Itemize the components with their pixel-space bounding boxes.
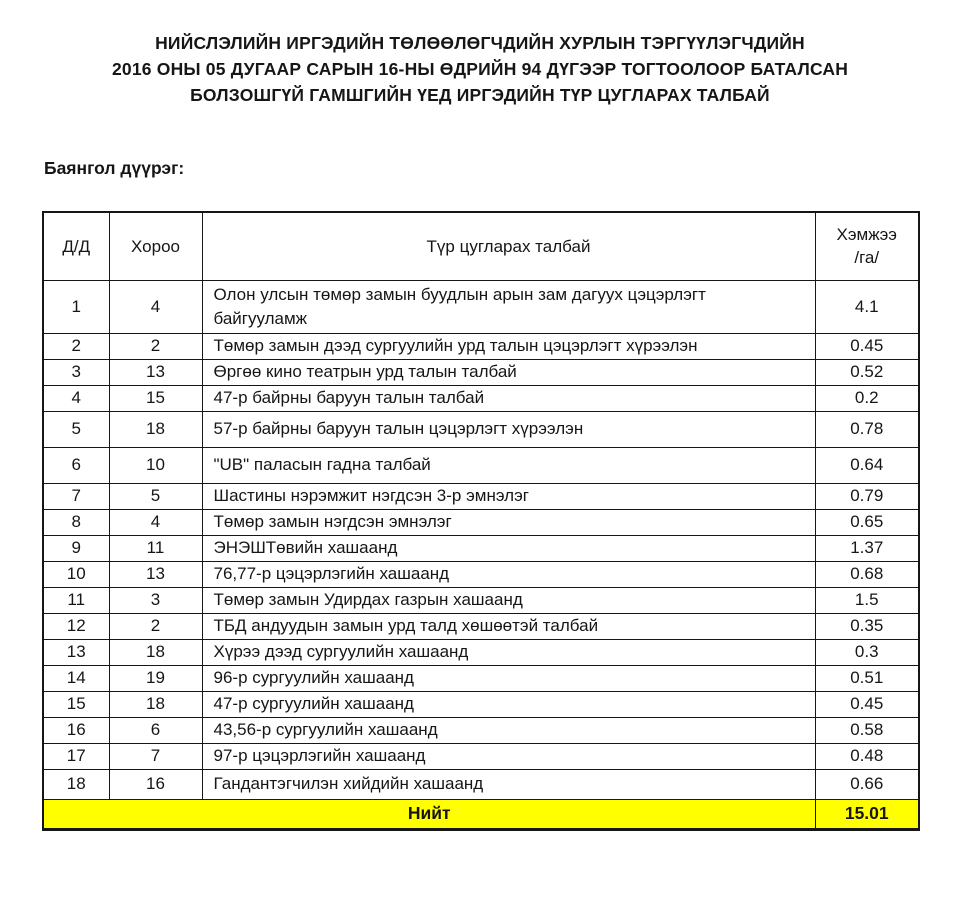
khoroo-cell: 6 — [109, 717, 202, 743]
khoroo-cell: 15 — [109, 385, 202, 411]
row-number-cell: 13 — [43, 639, 109, 665]
table-body — [43, 280, 919, 799]
site-name-cell: Төмөр замын Удирдах газрын хашаанд — [202, 587, 815, 613]
area-value-cell: 0.35 — [815, 613, 919, 639]
site-name-cell: 47-р байрны баруун талын талбай — [202, 385, 815, 411]
table-row — [43, 613, 919, 639]
site-name-cell: "UB" паласын гадна талбай — [202, 447, 815, 483]
site-name-cell: 96-р сургуулийн хашаанд — [202, 665, 815, 691]
khoroo-cell: 10 — [109, 447, 202, 483]
table-row — [43, 447, 919, 483]
site-name-cell: ТБД андуудын замын урд талд хөшөөтэй талбай — [202, 613, 815, 639]
area-value-cell: 0.58 — [815, 717, 919, 743]
document-title — [50, 30, 910, 108]
row-number-cell: 7 — [43, 483, 109, 509]
khoroo-cell: 18 — [109, 411, 202, 447]
area-value-cell: 0.65 — [815, 509, 919, 535]
district-label: Баянгол дүүрэг: — [44, 158, 185, 178]
table-row — [43, 483, 919, 509]
site-name-cell: Өргөө кино театрын урд талын талбай — [202, 359, 815, 385]
row-number-cell: 10 — [43, 561, 109, 587]
row-number-cell: 3 — [43, 359, 109, 385]
row-number-cell: 2 — [43, 333, 109, 359]
assembly-areas-table — [42, 211, 920, 831]
table-row — [43, 509, 919, 535]
site-name-cell: Шастины нэрэмжит нэгдсэн 3-р эмнэлэг — [202, 483, 815, 509]
table-row — [43, 639, 919, 665]
area-value-cell: 0.66 — [815, 769, 919, 799]
header-site: Түр цугларах талбай — [202, 212, 815, 280]
header-khoroo: Хороо — [109, 212, 202, 280]
table-row — [43, 333, 919, 359]
area-value-cell: 4.1 — [815, 280, 919, 333]
table-row — [43, 717, 919, 743]
site-name-cell: 97-р цэцэрлэгийн хашаанд — [202, 743, 815, 769]
area-value-cell: 0.51 — [815, 665, 919, 691]
table-row — [43, 359, 919, 385]
khoroo-cell: 16 — [109, 769, 202, 799]
total-value: 15.01 — [815, 799, 919, 829]
site-name-cell: 43,56-р сургуулийн хашаанд — [202, 717, 815, 743]
title-line-1: НИЙСЛЭЛИЙН ИРГЭДИЙН ТӨЛӨӨЛӨГЧДИЙН ХУРЛЫН ТЭРГҮҮЛЭГЧДИЙН — [155, 33, 805, 53]
row-number-cell: 6 — [43, 447, 109, 483]
area-value-cell: 1.5 — [815, 587, 919, 613]
site-name-cell: Гандантэгчилэн хийдийн хашаанд — [202, 769, 815, 799]
table-row — [43, 280, 919, 333]
site-name-cell: Олон улсын төмөр замын буудлын арын зам дагуух цэцэрлэгт байгууламж — [202, 280, 815, 333]
total-label: Нийт — [43, 799, 815, 829]
header-area-label: Хэмжээ — [836, 225, 897, 245]
total-row — [43, 799, 919, 829]
row-number-cell: 15 — [43, 691, 109, 717]
row-number-cell: 9 — [43, 535, 109, 561]
khoroo-cell: 5 — [109, 483, 202, 509]
table-header-row — [43, 212, 919, 280]
area-value-cell: 0.52 — [815, 359, 919, 385]
row-number-cell: 8 — [43, 509, 109, 535]
area-value-cell: 0.78 — [815, 411, 919, 447]
site-name-cell: 57-р байрны баруун талын цэцэрлэгт хүрээлэн — [202, 411, 815, 447]
row-number-cell: 1 — [43, 280, 109, 333]
table-row — [43, 535, 919, 561]
table-row — [43, 411, 919, 447]
khoroo-cell: 2 — [109, 333, 202, 359]
area-value-cell: 0.68 — [815, 561, 919, 587]
area-value-cell: 0.3 — [815, 639, 919, 665]
table-row — [43, 561, 919, 587]
khoroo-cell: 18 — [109, 639, 202, 665]
khoroo-cell: 13 — [109, 561, 202, 587]
row-number-cell: 17 — [43, 743, 109, 769]
area-value-cell: 0.79 — [815, 483, 919, 509]
site-name-cell: 76,77-р цэцэрлэгийн хашаанд — [202, 561, 815, 587]
khoroo-cell: 3 — [109, 587, 202, 613]
table-row — [43, 587, 919, 613]
row-number-cell: 5 — [43, 411, 109, 447]
site-name-cell: Хүрээ дээд сургуулийн хашаанд — [202, 639, 815, 665]
row-number-cell: 16 — [43, 717, 109, 743]
area-value-cell: 1.37 — [815, 535, 919, 561]
title-line-3: БОЛЗОШГҮЙ ГАМШГИЙН ҮЕД ИРГЭДИЙН ТҮР ЦУГЛАРАХ ТАЛБАЙ — [190, 85, 770, 105]
khoroo-cell: 18 — [109, 691, 202, 717]
khoroo-cell: 19 — [109, 665, 202, 691]
row-number-cell: 14 — [43, 665, 109, 691]
area-value-cell: 0.48 — [815, 743, 919, 769]
khoroo-cell: 13 — [109, 359, 202, 385]
row-number-cell: 18 — [43, 769, 109, 799]
area-value-cell: 0.2 — [815, 385, 919, 411]
row-number-cell: 4 — [43, 385, 109, 411]
title-line-2: 2016 ОНЫ 05 ДУГААР САРЫН 16-НЫ ӨДРИЙН 94 ДҮГЭЭР ТОГТООЛООР БАТАЛСАН — [111, 59, 849, 79]
khoroo-cell: 4 — [109, 280, 202, 333]
area-value-cell: 0.45 — [815, 333, 919, 359]
site-name-cell: ЭНЭШТөвийн хашаанд — [202, 535, 815, 561]
area-value-cell: 0.45 — [815, 691, 919, 717]
table-row — [43, 385, 919, 411]
table-row — [43, 665, 919, 691]
site-name-cell: 47-р сургуулийн хашаанд — [202, 691, 815, 717]
khoroo-cell: 11 — [109, 535, 202, 561]
header-area-unit: /га/ — [854, 248, 880, 268]
khoroo-cell: 4 — [109, 509, 202, 535]
table-row — [43, 769, 919, 799]
khoroo-cell: 7 — [109, 743, 202, 769]
header-area — [815, 212, 919, 280]
table-row — [43, 691, 919, 717]
site-name-cell: Төмөр замын нэгдсэн эмнэлэг — [202, 509, 815, 535]
khoroo-cell: 2 — [109, 613, 202, 639]
header-no: Д/Д — [43, 212, 109, 280]
row-number-cell: 12 — [43, 613, 109, 639]
row-number-cell: 11 — [43, 587, 109, 613]
area-value-cell: 0.64 — [815, 447, 919, 483]
site-name-cell: Төмөр замын дээд сургуулийн урд талын цэцэрлэгт хүрээлэн — [202, 333, 815, 359]
table-row — [43, 743, 919, 769]
